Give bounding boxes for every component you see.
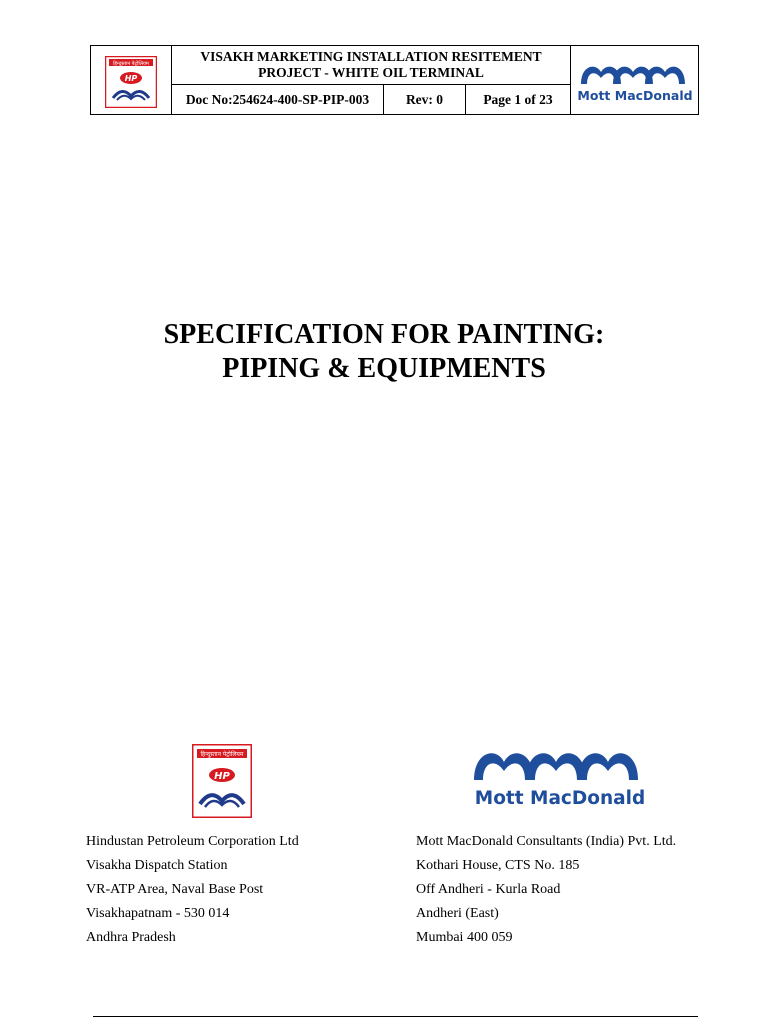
footer-divider xyxy=(93,1016,698,1017)
header-project-title xyxy=(172,46,570,85)
hp-logo-icon xyxy=(105,56,157,108)
mott-macdonald-large-logo-icon xyxy=(470,744,650,810)
hp-large-logo-top-text: हिन्दुस्तान पेट्रोलियम xyxy=(200,751,244,758)
client-address-line: Hindustan Petroleum Corporation Ltd xyxy=(86,834,299,849)
consultant-address-line: Kothari House, CTS No. 185 xyxy=(416,858,580,873)
mm-large-logo-text: Mott MacDonald xyxy=(474,788,646,809)
consultant-address-line: Off Andheri - Kurla Road xyxy=(416,882,561,897)
hp-logo-badge-text: HP xyxy=(124,74,138,83)
header-doc-number: Doc No:254624-400-SP-PIP-003 xyxy=(172,85,384,114)
header-consultant-logo-cell xyxy=(570,46,698,114)
mott-macdonald-logo-icon xyxy=(575,58,695,104)
client-address-line: Visakha Dispatch Station xyxy=(86,858,228,873)
header-revision: Rev: 0 xyxy=(384,85,466,114)
hp-large-logo-icon xyxy=(192,744,252,818)
header-client-logo-cell xyxy=(91,46,172,114)
project-title-line-1: VISAKH MARKETING INSTALLATION RESITEMENT xyxy=(200,49,542,64)
header-page-number: Page 1 of 23 xyxy=(483,92,553,107)
project-title-line-2: PROJECT - WHITE OIL TERMINAL xyxy=(258,65,484,80)
document-title-line-1: SPECIFICATION FOR PAINTING: xyxy=(163,319,605,350)
consultant-address-line: Andheri (East) xyxy=(416,906,499,921)
document-header-table xyxy=(90,45,699,115)
client-address xyxy=(86,830,299,950)
consultant-address-line: Mott MacDonald Consultants (India) Pvt. Ltd. xyxy=(416,834,677,849)
header-mm-logo-text: Mott MacDonald xyxy=(577,88,693,103)
hp-logo-top-text: हिन्दुस्तान पेट्रोलियम xyxy=(113,61,149,67)
hp-large-logo-badge-text: HP xyxy=(214,771,230,782)
client-address-line: Andhra Pradesh xyxy=(86,930,176,945)
consultant-address xyxy=(416,830,676,950)
client-address-line: VR-ATP Area, Naval Base Post xyxy=(86,882,264,897)
consultant-address-line: Mumbai 400 059 xyxy=(416,930,513,945)
document-title xyxy=(0,318,768,386)
client-address-line: Visakhapatnam - 530 014 xyxy=(86,906,230,921)
document-title-line-2: PIPING & EQUIPMENTS xyxy=(222,353,546,384)
